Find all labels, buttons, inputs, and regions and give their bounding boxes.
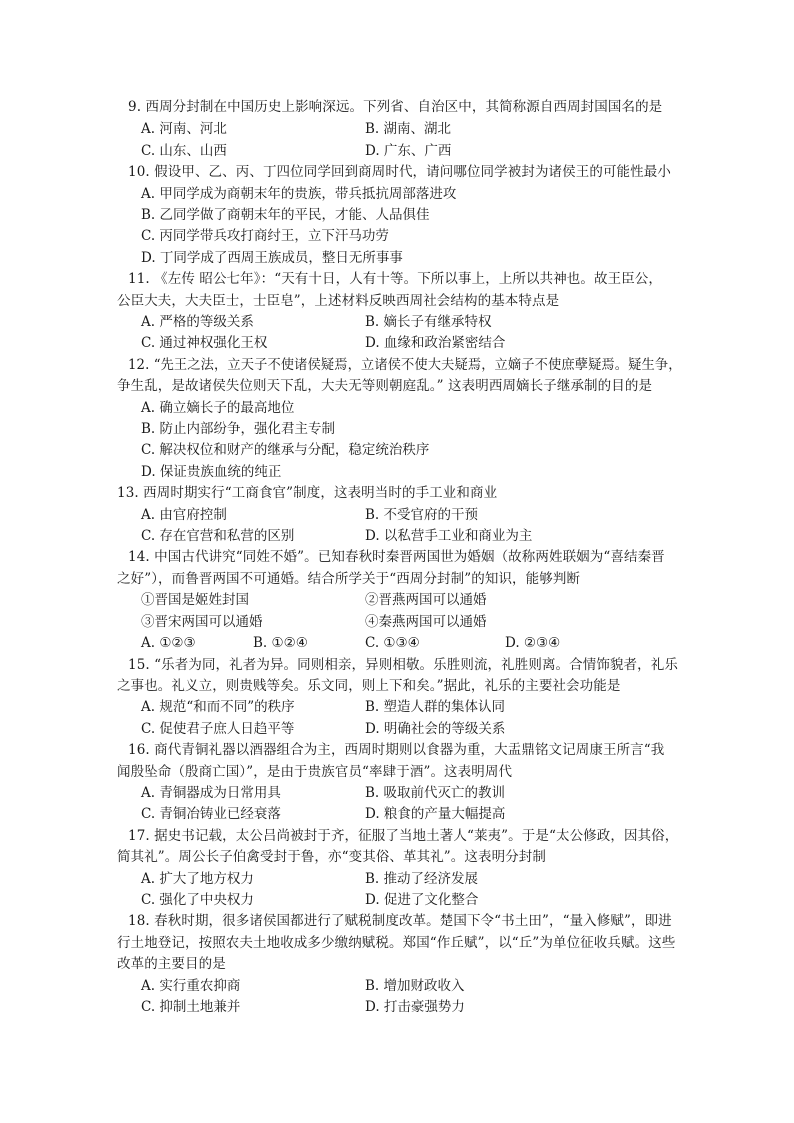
question-15-option-c: C. 促使君子庶人日趋平等 xyxy=(141,721,295,737)
question-9-option-b: B. 湖南、湖北 xyxy=(365,121,452,137)
question-17-stem-line-1: 17. 据史书记载，太公吕尚被封于齐，征服了当地土著人“莱夷”。于是“太公修政，因其俗， xyxy=(128,828,679,844)
question-18-stem-line-2: 行土地登记，按照农夫土地收成多少缴纳赋税。郑国“作丘赋”，以“丘”为单位征收兵赋。这些 xyxy=(117,935,676,951)
question-17-option-c: C. 强化了中央权力 xyxy=(141,892,254,908)
question-18-stem-line-1: 18. 春秋时期，很多诸侯国都进行了赋税制度改革。楚国下令“书土田”，“量入修赋”，即进 xyxy=(128,913,672,929)
question-13-option-d: D. 以私营手工业和商业为主 xyxy=(365,528,533,544)
question-15-stem-line-2: 之事也。礼义立，则贵贱等矣。乐文同，则上下和矣。”据此，礼乐的主要社会功能是 xyxy=(117,678,621,694)
question-16-stem-line-2: 闻殷坠命（殷商亡国）”，是由于贵族官员“率肆于酒”。这表明周代 xyxy=(117,764,513,780)
question-14-statement-1: ①晋国是姬姓封国 xyxy=(141,592,249,608)
question-12-option-d: D. 保证贵族血统的纯正 xyxy=(141,464,282,480)
question-14-option-d: D. ②③④ xyxy=(505,635,561,651)
question-15-option-b: B. 塑造人群的集体认同 xyxy=(365,699,506,715)
question-14-stem-line-1: 14. 中国古代讲究“同姓不婚”。已知春秋时秦晋两国世为婚姻（故称两姓联姻为“喜结秦晋 xyxy=(128,549,665,565)
question-11-option-b: B. 嫡长子有继承特权 xyxy=(365,314,492,330)
question-9-option-a: A. 河南、河北 xyxy=(141,121,227,137)
question-10-option-c: C. 丙同学带兵攻打商纣王，立下汗马功劳 xyxy=(141,228,389,244)
question-12-stem-line-1: 12. “先王之法，立天子不使诸侯疑焉，立诸侯不使大夫疑焉，立嫡子不使庶孽疑焉。疑生争， xyxy=(128,357,682,373)
question-11-option-c: C. 通过神权强化王权 xyxy=(141,335,268,351)
question-16-option-a: A. 青铜器成为日常用具 xyxy=(141,785,281,801)
question-13-stem: 13. 西周时期实行“工商食官”制度，这表明当时的手工业和商业 xyxy=(117,485,498,501)
question-13-option-b: B. 不受官府的干预 xyxy=(365,507,479,523)
question-10-option-b: B. 乙同学做了商朝末年的平民，才能、人品俱佳 xyxy=(141,207,430,223)
question-16-option-c: C. 青铜冶铸业已经衰落 xyxy=(141,806,281,822)
question-17-option-a: A. 扩大了地方权力 xyxy=(141,871,254,887)
question-9-option-d: D. 广东、广西 xyxy=(365,143,452,159)
question-11-option-a: A. 严格的等级关系 xyxy=(141,314,254,330)
question-17-stem-line-2: 简其礼”。周公长子伯禽受封于鲁，亦“变其俗、革其礼”。这表明分封制 xyxy=(117,849,547,865)
question-13-option-c: C. 存在官营和私营的区别 xyxy=(141,528,295,544)
question-12-option-c: C. 解决权位和财产的继承与分配，稳定统治秩序 xyxy=(141,442,430,458)
question-11-stem-line-2: 公臣大夫，大夫臣士，士臣皂”，上述材料反映西周社会结构的基本特点是 xyxy=(117,293,560,309)
question-18-stem-line-3: 改革的主要目的是 xyxy=(117,956,226,972)
question-14-option-b: B. ①②④ xyxy=(253,635,308,651)
question-10-option-d: D. 丁同学成了西周王族成员，整日无所事事 xyxy=(141,250,403,266)
question-12-option-b: B. 防止内部纷争，强化君主专制 xyxy=(141,421,336,437)
question-17-option-b: B. 推动了经济发展 xyxy=(365,871,479,887)
question-13-option-a: A. 由官府控制 xyxy=(141,507,227,523)
question-12-stem-line-2: 争生乱，是故诸侯失位则天下乱，大夫无等则朝庭乱。” 这表明西周嫡长子继承制的目的是 xyxy=(117,378,653,394)
question-15-option-a: A. 规范“和而不同”的秩序 xyxy=(141,699,295,715)
question-18-option-c: C. 抑制土地兼并 xyxy=(141,999,241,1015)
question-14-statement-4: ④秦燕两国可以通婚 xyxy=(365,614,487,630)
question-15-option-d: D. 明确社会的等级关系 xyxy=(365,721,506,737)
question-12-option-a: A. 确立嫡长子的最高地位 xyxy=(141,400,295,416)
question-18-option-b: B. 增加财政收入 xyxy=(365,978,465,994)
question-14-statement-2: ②晋燕两国可以通婚 xyxy=(365,592,487,608)
question-11-option-d: D. 血缘和政治紧密结合 xyxy=(365,335,506,351)
question-14-option-a: A. ①②③ xyxy=(141,635,196,651)
question-14-statement-3: ③晋宋两国可以通婚 xyxy=(141,614,263,630)
question-14-stem-line-2: 之好”），而鲁晋两国不可通婚。结合所学关于“西周分封制”的知识，能够判断 xyxy=(117,571,581,587)
question-10-option-a: A. 甲同学成为商朝末年的贵族，带兵抵抗周部落进攻 xyxy=(141,186,457,202)
question-15-stem-line-1: 15. “乐者为同，礼者为异。同则相亲，异则相敬。乐胜则流，礼胜则离。合情饰貌者，礼乐 xyxy=(128,657,678,673)
question-16-option-d: D. 粮食的产量大幅提高 xyxy=(365,806,506,822)
question-16-stem-line-1: 16. 商代青铜礼器以酒器组合为主，西周时期则以食器为重，大盂鼎铭文记周康王所言“我 xyxy=(128,742,665,758)
question-9-stem: 9. 西周分封制在中国历史上影响深远。下列省、自治区中，其简称源自西周封国国名的是 xyxy=(128,99,663,115)
question-9-option-c: C. 山东、山西 xyxy=(141,143,227,159)
question-11-stem-line-1: 11. 《左传 昭公七年》：“天有十日，人有十等。下所以事上，上所以共神也。故王臣公， xyxy=(128,271,663,287)
question-17-option-d: D. 促进了文化整合 xyxy=(365,892,479,908)
question-14-option-c: C. ①③④ xyxy=(365,635,420,651)
question-18-option-d: D. 打击豪强势力 xyxy=(365,999,465,1015)
question-10-stem: 10. 假设甲、乙、丙、丁四位同学回到商周时代，请问哪位同学被封为诸侯王的可能性最小 xyxy=(128,164,671,180)
question-18-option-a: A. 实行重农抑商 xyxy=(141,978,241,994)
question-16-option-b: B. 吸取前代灭亡的教训 xyxy=(365,785,506,801)
